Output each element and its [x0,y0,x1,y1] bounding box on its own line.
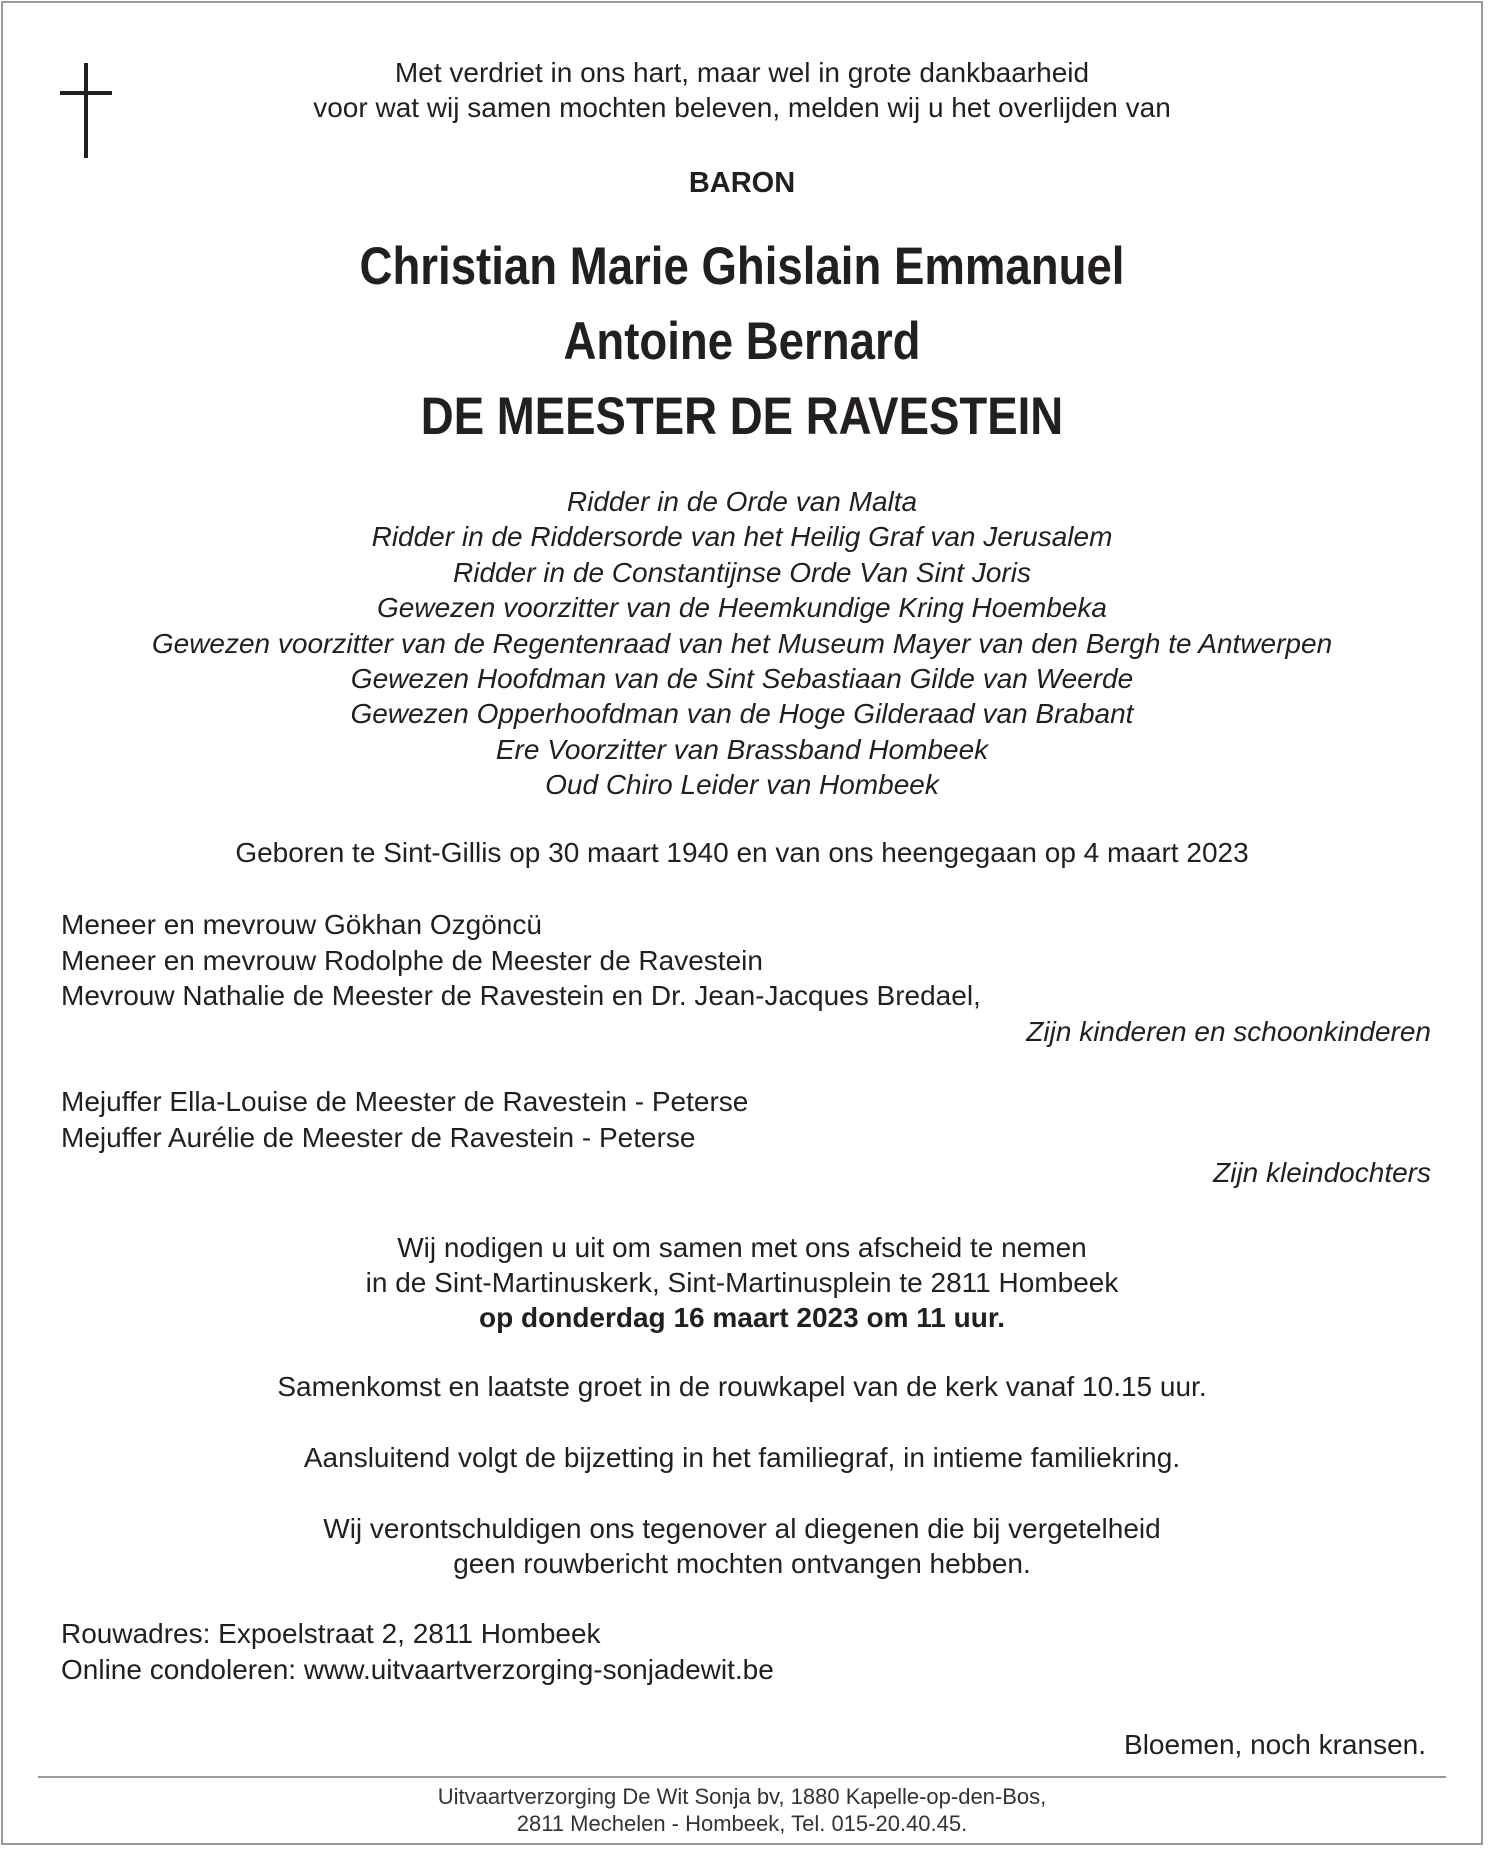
grandchildren-list [61,1084,1431,1191]
children-list [61,907,1431,1049]
honor-item: Gewezen Opperhoofdman van de Hoge Gilderaad van Brabant [350,698,1134,730]
intro-text: Met verdriet in ons hart, maar wel in grote dankbaarheid voor wat wij samen mochten beleven, melden wij u het overlijden van [313,57,1171,123]
obituary-card [1,1,1483,1845]
burial-text: Aansluitend volgt de bijzetting in het familiegraf, in intieme familiekring. [303,1442,1181,1473]
birth-death-dates: Geboren te Sint-Gillis op 30 maart 1940 en van ons heengegaan op 4 maart 2023 [235,837,1249,868]
honors-list [3,484,1481,803]
service-invitation: Wij nodigen u uit om samen met ons afscheid te nemen in de Sint-Martinuskerk, Sint-Martinusplein te 2811 Hombeek op donderdag 16 maart 2023 om 11 uur. [3,1230,1481,1335]
family-member: Meneer en mevrouw Gökhan Ozgöncü [61,909,542,940]
honor-item: Ridder in de Constantijnse Orde Van Sint Joris [453,556,1031,588]
divider [38,1776,1446,1778]
honor-item: Gewezen Hoofdman van de Sint Sebastiaan Gilde van Weerde [350,663,1134,695]
condolence-link[interactable]: Online condoleren: www.uitvaartverzorging-sonjadewit.be [61,1653,774,1685]
honor-item: Ridder in de Orde van Malta [566,486,918,517]
family-member: Mejuffer Ella-Louise de Meester de Ravestein - Peterse [61,1086,749,1117]
noble-title: BARON [688,167,796,199]
honor-item: Gewezen voorzitter van de Heemkundige Kring Hoembeka [377,592,1107,624]
gathering-text: Samenkomst en laatste groet in de rouwkapel van de kerk vanaf 10.15 uur. [277,1371,1207,1402]
family-member: Mevrouw Nathalie de Meester de Ravestein en Dr. Jean-Jacques Bredael, [61,980,981,1011]
contact-info [61,1616,1431,1687]
apology-text: Wij verontschuldigen ons tegenover al diegenen die bij vergetelheid geen rouwbericht mochten ontvangen hebben. [323,1513,1161,1579]
funeral-home-footer: Uitvaartverzorging De Wit Sonja bv, 1880 Kapelle-op-den-Bos, 2811 Mechelen - Hombeek, Tel. 015-20.40.45. [437,1784,1047,1836]
service-time: op donderdag 16 maart 2023 om 11 uur. [479,1302,1005,1333]
grandchildren-relation: Zijn kleindochters [1213,1157,1431,1188]
honor-item: Ridder in de Riddersorde van het Heilig Graf van Jerusalem [371,521,1113,553]
family-member: Mejuffer Aurélie de Meester de Ravestein - Peterse [61,1121,696,1153]
honor-item: Oud Chiro Leider van Hombeek [545,769,939,801]
honor-item: Ere Voorzitter van Brassband Hombeek [495,733,989,765]
mourning-address: Rouwadres: Expoelstraat 2, 2811 Hombeek [61,1618,601,1649]
children-relation: Zijn kinderen en schoonkinderen [1026,1015,1431,1047]
flowers-note: Bloemen, noch kransen. [1124,1729,1426,1760]
family-member: Meneer en mevrouw Rodolphe de Meester de Ravestein [61,944,763,976]
deceased-name: Christian Marie Ghislain Emmanuel Antoine Bernard DE MEESTER DE RAVESTEIN [359,237,1125,446]
honor-item: Gewezen voorzitter van de Regentenraad van het Museum Mayer van den Bergh te Antwerpen [151,627,1333,659]
